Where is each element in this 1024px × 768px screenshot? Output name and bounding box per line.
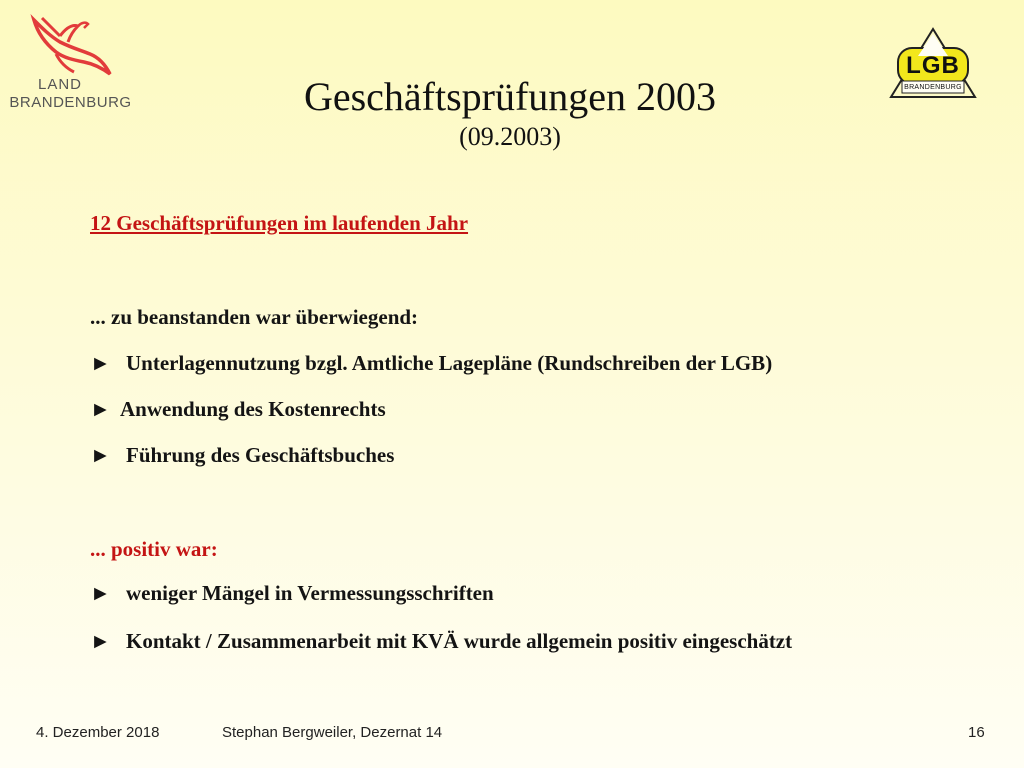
list-item [90,396,386,422]
eagle-icon [20,14,120,78]
body-heading: 12 Geschäftsprüfungen im laufenden Jahr [90,211,469,235]
footer-page-number: 16 [968,724,985,741]
list-item-text: Führung des Geschäftsbuches [126,443,395,467]
list-item [90,580,494,606]
list-item-text: weniger Mängel in Vermessungsschriften [126,581,494,605]
lgb-logo [888,26,978,100]
list-item [90,628,792,654]
list-item-text: Anwendung des Kostenrechts [120,397,386,421]
bullet-arrow-icon: ► [90,629,111,653]
lgb-logo-mark: LGB [906,52,960,79]
slide-subtitle: (09.2003) [459,122,561,151]
footer-author: Stephan Bergweiler, Dezernat 14 [222,724,443,741]
bullet-arrow-icon: ► [90,581,111,605]
footer-date: 4. Dezember 2018 [36,724,160,741]
logo-text-land: LAND [37,76,82,93]
lgb-logo-subtext: BRANDENBURG [904,84,962,91]
list-item-text: Unterlagennutzung bzgl. Amtliche Lagepläne (Rundschreiben der LGB) [126,351,773,375]
list-item-text: Kontakt / Zusammenarbeit mit KVÄ wurde allgemein positiv eingeschätzt [126,629,793,653]
list-item [90,442,394,468]
logo-text-brandenburg: BRANDENBURG [9,94,132,111]
bullet-arrow-icon: ► [90,351,111,375]
land-brandenburg-logo [6,14,134,114]
list-item [90,350,772,376]
section-label-issues: ... zu beanstanden war überwiegend: [90,305,419,329]
slide-title: Geschäftsprüfungen 2003 [303,74,717,119]
bullet-arrow-icon: ► [90,443,111,467]
bullet-arrow-icon: ► [90,397,111,421]
section-label-positive: ... positiv war: [90,537,218,561]
